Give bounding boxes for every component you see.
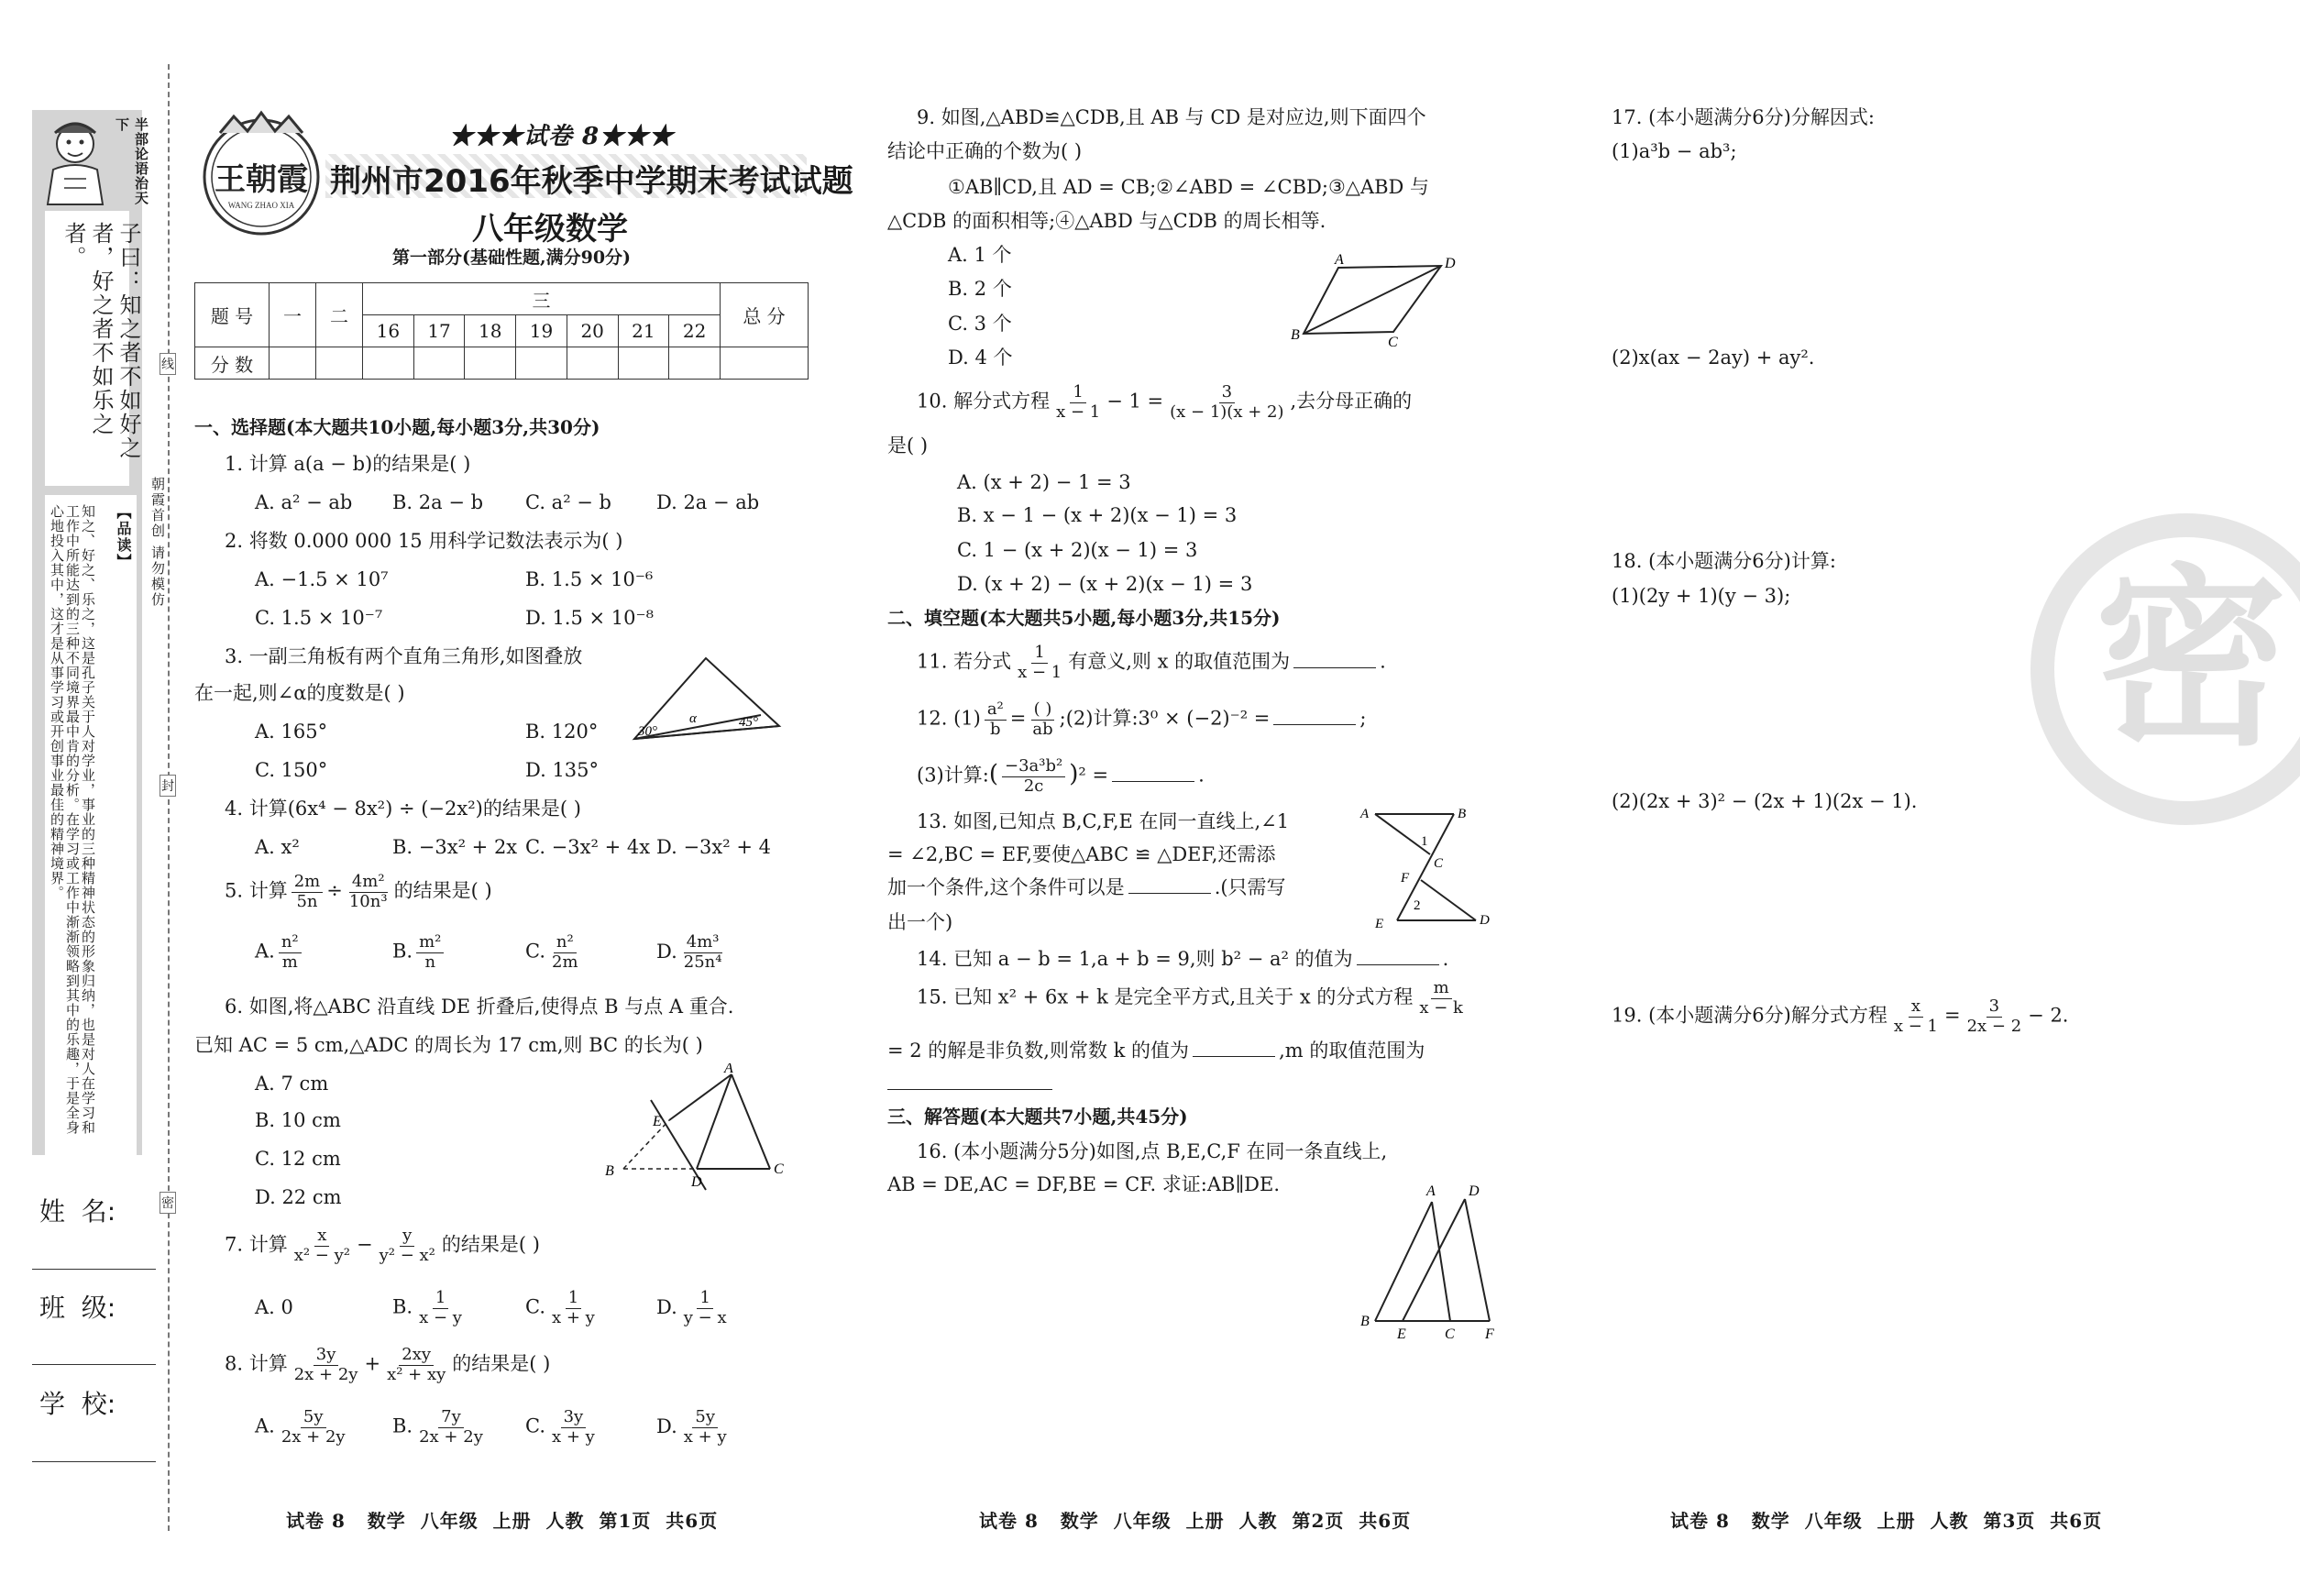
class-label: 班 级:: [39, 1293, 116, 1323]
q13-fig-label: E: [1375, 917, 1384, 931]
th-two: 二: [316, 283, 363, 347]
q7-stem: 7. 计算 $\frac{x}{\text{x² − y²}}$ − $\frac{y}{\text{y² − x²}}$ 的结果是( ): [225, 1226, 540, 1265]
q16-line-1: 16. (本小题满分5分)如图,点 B,E,C,F 在同一条直线上,: [917, 1140, 1388, 1162]
q3-stem-2: 在一起,则∠α的度数是( ): [194, 682, 405, 704]
section3-title: 三、解答题(本大题共7小题,共45分): [887, 1106, 1188, 1128]
q17-part-2: (2)x(ax − 2ay) + ay².: [1612, 347, 1815, 369]
q7-options: [255, 1289, 733, 1327]
q1-option-a: A. a² − ab: [255, 491, 353, 513]
q5-option-b: B. $\frac{\text{m²}}{n}$: [392, 933, 525, 972]
q1-stem: 1. 计算 a(a − b)的结果是( ): [225, 453, 471, 475]
q3-stem-1: 3. 一副三角板有两个直角三角形,如图叠放: [225, 645, 583, 667]
subject-title: 八年级数学: [472, 211, 628, 248]
q6-stem-2: 已知 AC = 5 cm,△ADC 的周长为 17 cm,则 BC 的长为( ): [194, 1034, 703, 1056]
q9-option-b: B. 2 个: [948, 278, 1012, 300]
q5-option-a: A. $\frac{\text{n²}}{m}$: [255, 933, 392, 972]
score-cell[interactable]: [669, 347, 721, 380]
q6-option-a: A. 7 cm: [255, 1073, 329, 1095]
q13-line-2: = ∠2,BC = EF,要使△ABC ≌ △DEF,还需添: [887, 843, 1276, 865]
q7-option-c: C. $\frac{1}{x + y}$: [525, 1288, 595, 1327]
q5-option-d: D. $\frac{\text{4m³}}{\text{25n⁴}}$: [656, 932, 722, 972]
q2-stem: 2. 将数 0.000 000 15 用科学记数法表示为( ): [225, 530, 623, 552]
q3-figure: [623, 649, 788, 750]
q8-option-a: A. $\frac{5y}{2x + 2y}$: [255, 1407, 346, 1447]
q3-fig-label: 45°: [739, 715, 758, 730]
footer-page-1: 试卷 8 数学 八年级 上册 人教 第1页 共6页: [286, 1510, 719, 1532]
q3-option-a: A. 165°: [255, 721, 328, 743]
q13-line-3: 加一个条件,这个条件可以是 .(只需写: [887, 876, 1286, 898]
q4-option-d: D. −3x² + 4: [656, 836, 771, 858]
th-19: 19: [516, 315, 567, 347]
q9-option-c: C. 3 个: [948, 313, 1012, 335]
q17-part-1: (1)a³b − ab³;: [1612, 140, 1737, 162]
q13-line-4: 出一个): [887, 911, 953, 933]
q16-fig-label: A: [1426, 1183, 1436, 1199]
th-one: 一: [270, 283, 316, 347]
q9-option-d: D. 4 个: [948, 347, 1013, 369]
q18-part-2: (2)(2x + 3)² − (2x + 1)(2x − 1).: [1612, 790, 1918, 812]
q8-stem: 8. 计算 $\frac{3y}{2x + 2y}$ + $\frac{2xy}{\text{x² + xy}}$ 的结果是( ): [225, 1345, 551, 1384]
q16-fig-label: D: [1469, 1183, 1480, 1199]
q13-fig-label: A: [1360, 807, 1370, 821]
q13-line-1: 13. 如图,已知点 B,C,F,E 在同一直线上,∠1: [917, 810, 1290, 832]
score-cell[interactable]: [413, 347, 465, 380]
sidebar: [32, 110, 147, 1155]
th-18: 18: [465, 315, 516, 347]
logo-text: 王朝霞: [215, 161, 308, 198]
q10-stem-2: 是( ): [887, 435, 929, 457]
q14-stem: 14. 已知 a − b = 1,a + b = 9,则 b² − a² 的值为 .: [917, 948, 1449, 970]
q6-fig-label: D: [691, 1174, 702, 1190]
name-label: 姓 名:: [39, 1196, 116, 1227]
q16-fig-label: C: [1445, 1326, 1455, 1342]
q16-fig-label: B: [1360, 1314, 1370, 1329]
q17-title: 17. (本小题满分6分)分解因式:: [1612, 106, 1875, 128]
q12-part3: (3)计算:( $\frac{\text{−3a³b²}}{2c}$ )² = .: [917, 756, 1205, 796]
q10-option-a: A. (x + 2) − 1 = 3: [957, 471, 1131, 493]
q15-blank[interactable]: [887, 1089, 1052, 1090]
q19-stem: 19. (本小题满分6分)解分式方程 $\frac{x}{x - 1}$ = $\frac{3}{2x - 2}$ − 2.: [1612, 996, 2069, 1036]
th-17: 17: [413, 315, 465, 347]
q7-option-b: B. $\frac{1}{x - y}$: [392, 1288, 462, 1327]
th-three: 三: [363, 283, 721, 315]
score-table: [194, 282, 809, 380]
q7-option-d: D. $\frac{1}{y - x}$: [656, 1288, 727, 1327]
q9-fig-label: D: [1445, 256, 1456, 271]
q3-option-b: B. 120°: [525, 721, 599, 743]
q5-options: [255, 933, 728, 972]
q5-stem: 5. 计算 $\frac{2m}{5n}$ ÷ $\frac{\text{4m²}}{\text{10n³}}$ 的结果是( ): [225, 872, 492, 911]
q10-option-b: B. x − 1 − (x + 2)(x − 1) = 3: [957, 504, 1238, 526]
q6-option-c: C. 12 cm: [255, 1148, 341, 1170]
th-number: 题 号: [195, 283, 270, 347]
q9-fig-label: C: [1388, 335, 1398, 350]
q13-fig-label: F: [1401, 871, 1410, 886]
school-label: 学 校:: [39, 1389, 116, 1419]
q6-fig-label: C: [774, 1161, 784, 1177]
q6-figure: [596, 1063, 788, 1192]
q1-option-d: D. 2a − ab: [656, 491, 760, 513]
q5-option-c: C. $\frac{\text{n²}}{2m}$: [525, 932, 578, 972]
part-title: 第一部分(基础性题,满分90分): [392, 248, 632, 268]
q3-option-d: D. 135°: [525, 759, 600, 781]
confucius-avatar-icon: [37, 115, 115, 206]
q10-option-d: D. (x + 2) − (x + 2)(x − 1) = 3: [957, 573, 1253, 595]
q8-option-b: B. $\frac{7y}{2x + 2y}$: [392, 1407, 483, 1447]
class-field[interactable]: [32, 1362, 156, 1365]
q4-option-c: C. −3x² + 4x: [525, 836, 651, 858]
q6-stem-1: 6. 如图,将△ABC 沿直线 DE 折叠后,使得点 B 与点 A 重合.: [225, 996, 734, 1018]
score-cell[interactable]: [465, 347, 516, 380]
th-22: 22: [669, 315, 721, 347]
q15-stem: 15. 已知 x² + 6x + k 是完全平方式,且关于 x 的分式方程 $\frac{m}{x - k}$: [917, 978, 1463, 1018]
q9-stem-1: 9. 如图,△ABD≌△CDB,且 AB 与 CD 是对应边,则下面四个: [917, 106, 1426, 128]
footer-page-2: 试卷 8 数学 八年级 上册 人教 第2页 共6页: [979, 1510, 1412, 1532]
q9-stem-3: ①AB∥CD,且 AD = CB;②∠ABD = ∠CBD;③△ABD 与: [948, 176, 1430, 198]
q4-stem: 4. 计算(6x⁴ − 8x²) ÷ (−2x²)的结果是( ): [225, 798, 581, 820]
th-16: 16: [363, 315, 414, 347]
q16-line-2: AB = DE,AC = DF,BE = CF. 求证:AB∥DE.: [887, 1173, 1281, 1195]
q16-fig-label: E: [1397, 1326, 1406, 1342]
q9-stem-2: 结论中正确的个数为( ): [887, 140, 1083, 162]
q8-option-c: C. $\frac{3y}{x + y}$: [525, 1407, 595, 1447]
q15-line-2: = 2 的解是非负数,则常数 k 的值为 ,m 的取值范围为: [887, 1040, 1425, 1062]
q4-option-b: B. −3x² + 2x: [392, 836, 518, 858]
score-row-label: 分 数: [195, 347, 270, 380]
confidential-stamp: [2030, 513, 2300, 843]
quote-text: 子曰：知之者不如好之者，好之者不如乐之者。: [61, 222, 141, 460]
name-field[interactable]: [32, 1267, 156, 1270]
q1-option-c: C. a² − b: [525, 491, 611, 513]
q13-fig-label: 2: [1414, 898, 1421, 913]
q13-figure: [1357, 805, 1494, 933]
q3-fig-label: 30°: [638, 724, 657, 739]
fold-mark-3: 密: [160, 1192, 176, 1214]
q6-fig-label: E: [653, 1114, 662, 1129]
q13-fig-label: B: [1458, 807, 1467, 821]
q4-option-a: A. x²: [255, 836, 300, 858]
q1-option-b: B. 2a − b: [392, 491, 484, 513]
q13-fig-label: C: [1434, 856, 1444, 871]
q8-option-d: D. $\frac{5y}{x + y}$: [656, 1407, 727, 1447]
q12-stem: 12. (1) $\frac{\text{a²}}{b}$ = $\frac{( )}{ab}$ ;(2)计算:3⁰ × (−2)⁻² = ;: [917, 699, 1367, 739]
q16-fig-label: F: [1485, 1326, 1494, 1342]
q10-stem: 10. 解分式方程 $\frac{1}{x - 1}$ − 1 = $\frac{3}{(x - 1)(x + 2)}$ ,去分母正确的: [917, 382, 1413, 422]
school-field[interactable]: [32, 1459, 156, 1462]
footer-page-3: 试卷 8 数学 八年级 上册 人教 第3页 共6页: [1670, 1510, 2103, 1532]
q3-fig-label: α: [689, 711, 697, 726]
logo-sub: WANG ZHAO XIA: [227, 201, 295, 210]
q6-fig-label: A: [724, 1063, 733, 1076]
stamp-char: 密: [2095, 547, 2288, 772]
pindu-text: 知之、好之、乐之，这是孔子关于人对学业，事业的三种精神状态的形象归纳，也是对人在学习和工作中所能达到的三种不同境界最中肯的分析。在学习或工作中渐渐领略到其中的乐趣，于是全身心地投入其中，这才是从事学习或开创事业最佳的精神境界。: [49, 504, 96, 1135]
pindu-label: 【品读】: [115, 504, 132, 570]
section1-title: 一、选择题(本大题共10小题,每小题3分,共30分): [194, 416, 600, 438]
q2-option-d: D. 1.5 × 10⁻⁸: [525, 607, 655, 629]
section2-title: 二、填空题(本大题共5小题,每小题3分,共15分): [887, 607, 1281, 629]
score-cell[interactable]: [618, 347, 669, 380]
q18-title: 18. (本小题满分6分)计算:: [1612, 550, 1836, 572]
q9-option-a: A. 1 个: [948, 244, 1012, 266]
q2-option-a: A. −1.5 × 10⁷: [255, 568, 389, 590]
score-cell[interactable]: [363, 347, 414, 380]
q9-fig-label: B: [1291, 327, 1300, 343]
q7-option-a: A. 0: [255, 1295, 293, 1318]
th-20: 20: [567, 315, 618, 347]
logo-icon: [193, 105, 330, 243]
q13-fig-label: 1: [1421, 834, 1428, 849]
fold-mark-2: 封: [160, 775, 176, 797]
notice-text: 朝霞首创 请勿模仿: [149, 477, 166, 608]
th-21: 21: [618, 315, 669, 347]
fold-line: [168, 64, 170, 1531]
q8-options: [255, 1408, 733, 1447]
q9-figure: [1283, 249, 1467, 350]
score-cell[interactable]: [270, 347, 316, 380]
q9-fig-label: A: [1335, 252, 1344, 268]
q11-stem: 11. 若分式 $\frac{1}{x - 1}$ 有意义,则 x 的取值范围为 .: [917, 643, 1386, 682]
th-total: 总 分: [721, 283, 809, 347]
q9-stem-4: △CDB 的面积相等;④△ABD 与△CDB 的周长相等.: [887, 210, 1326, 232]
score-cell[interactable]: [567, 347, 618, 380]
q2-option-c: C. 1.5 × 10⁻⁷: [255, 607, 383, 629]
score-cell[interactable]: [721, 347, 809, 380]
q6-fig-label: B: [605, 1163, 614, 1179]
exam-title: 荆州市2016年秋季中学期末考试试题: [330, 163, 853, 200]
score-cell[interactable]: [316, 347, 363, 380]
score-cell[interactable]: [516, 347, 567, 380]
q10-option-c: C. 1 − (x + 2)(x − 1) = 3: [957, 539, 1198, 561]
q13-fig-label: D: [1480, 913, 1490, 928]
q3-option-c: C. 150°: [255, 759, 328, 781]
q18-part-1: (1)(2y + 1)(y − 3);: [1612, 585, 1791, 607]
corner-title: 半部论语治天下: [114, 117, 149, 205]
q6-option-d: D. 22 cm: [255, 1186, 342, 1208]
q16-figure: [1348, 1179, 1513, 1344]
paper-number: ★★★试卷 8★★★: [449, 123, 675, 150]
fold-mark-1: 线: [160, 353, 176, 375]
q2-option-b: B. 1.5 × 10⁻⁶: [525, 568, 654, 590]
q6-option-b: B. 10 cm: [255, 1109, 341, 1131]
